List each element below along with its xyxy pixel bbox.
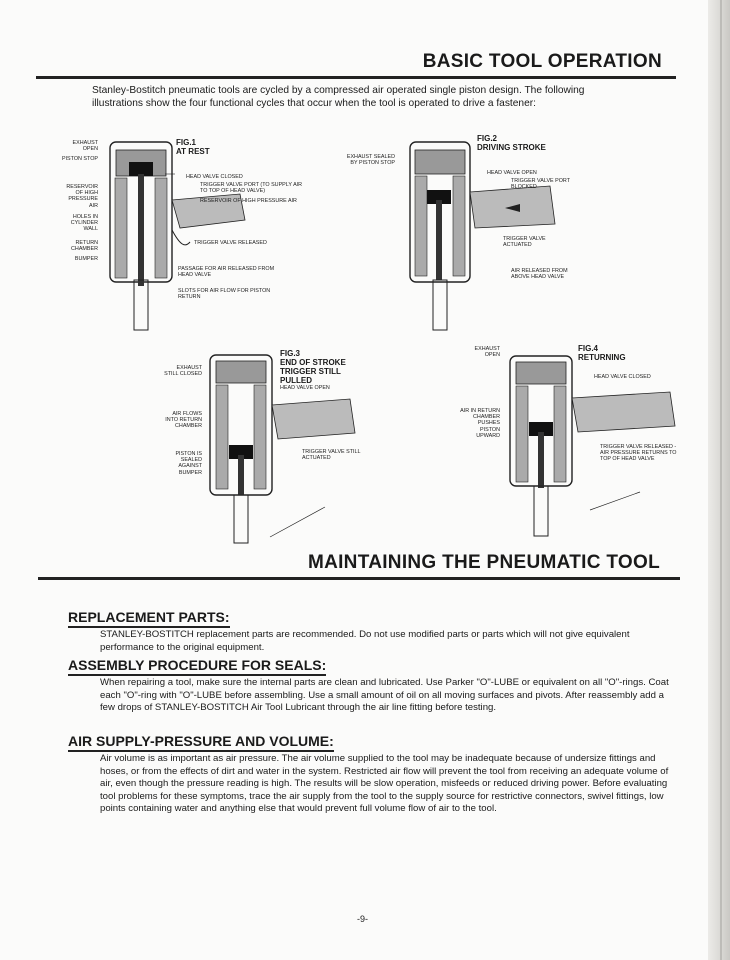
fig4-callout-exhaust-open: EXHAUST OPEN	[474, 346, 500, 359]
figure-4-label: FIG.4	[578, 344, 599, 353]
figure-2-driving-stroke	[346, 130, 575, 340]
heading-air-supply: AIR SUPPLY-PRESSURE AND VOLUME:	[68, 733, 334, 752]
fig1-callout-piston-stop: PISTON STOP	[61, 156, 98, 162]
figure-3-caption-1: END OF STROKE	[280, 358, 346, 367]
paragraph-air-supply: Air volume is as important as air pressure. The air volume supplied to the tool may be inadequate because of undersize fittings and hoses, or from the effects of dirt and water in the system. Restricted air flow will prevent the tool from receiving an adequate volume of air, even though the pressure reading is high. The results will be slow operation, misfeeds or reduced driving power. Before evaluating tool problems for these symptoms, trace the air supply from the tool to the supply source for restrictive connectors, swivel fittings, low points containing water and anything else that would prevent full volume flow of air to the tool.	[100, 753, 669, 815]
paragraph-replacement-parts: STANLEY-BOSTITCH replacement parts are recommended. Do not use modified parts or parts which will not give equivalent performance to the original equipment.	[100, 629, 630, 653]
figure-1-caption: AT REST	[176, 147, 210, 156]
figure-1-drawing	[60, 130, 340, 340]
fig1-callout-trigger-valve-port: TRIGGER VALVE PORT (TO SUPPLY AIR TO TOP OF HEAD VALVE)	[200, 182, 303, 195]
fig3-callout-piston-sealed: PISTON IS SEALED AGAINST BUMPER	[175, 451, 202, 476]
figure-4-returning	[460, 342, 690, 542]
intro-paragraph: Stanley-Bostitch pneumatic tools are cycled by a compressed air operated single piston design. The following illustrations show the four functional cycles that occur when the tool is operated to drive a fastener:	[92, 85, 585, 109]
page-edge-shadow	[708, 0, 730, 960]
section-rule-middle	[38, 577, 680, 580]
fig1-callout-return-chamber: RETURN CHAMBER	[71, 240, 98, 253]
fig1-callout-exhaust-open: EXHAUST OPEN	[72, 140, 98, 153]
figure-4-drawing	[470, 342, 690, 542]
fig1-callout-reservoir: RESERVOIR OF HIGH PRESSURE AIR	[66, 184, 98, 209]
fig2-callout-port-blocked: TRIGGER VALVE PORT BLOCKED	[511, 178, 570, 191]
figure-3-end-of-stroke	[164, 347, 370, 547]
fig2-callout-air-released: AIR RELEASED FROM ABOVE HEAD VALVE	[511, 268, 568, 281]
fig1-callout-holes: HOLES IN CYLINDER WALL	[70, 214, 98, 233]
figure-2-label: FIG.2	[477, 134, 498, 143]
page-number: -9-	[357, 914, 368, 924]
fig1-callout-slots: SLOTS FOR AIR FLOW FOR PISTON RETURN	[178, 288, 271, 301]
figure-3-label: FIG.3	[280, 349, 301, 358]
figure-3-caption-2: TRIGGER STILL	[280, 367, 341, 376]
fig4-callout-trigger-released: TRIGGER VALVE RELEASED - AIR PRESSURE RETURNS TO TOP OF HEAD VALVE	[600, 444, 677, 463]
fig2-callout-trigger-actuated: TRIGGER VALVE ACTUATED	[503, 236, 546, 249]
heading-assembly-procedure: ASSEMBLY PROCEDURE FOR SEALS:	[68, 657, 326, 676]
fig4-callout-air-return: AIR IN RETURN CHAMBER PUSHES PISTON UPWARD	[460, 408, 500, 439]
fig3-callout-trigger-still: TRIGGER VALVE STILL ACTUATED	[302, 449, 361, 462]
fig1-callout-bumper: BUMPER	[74, 256, 98, 262]
figure-4-caption: RETURNING	[578, 353, 626, 362]
fig1-callout-trigger-released: TRIGGER VALVE RELEASED	[194, 240, 267, 246]
fig3-callout-head-valve-open: HEAD VALVE OPEN	[280, 385, 330, 391]
fig1-callout-passage: PASSAGE FOR AIR RELEASED FROM HEAD VALVE	[178, 266, 275, 279]
fig1-callout-reservoir-right: RESERVOIR OF HIGH PRESSURE AIR	[200, 198, 297, 204]
figure-1-at-rest	[60, 130, 340, 340]
paragraph-assembly-procedure: When repairing a tool, make sure the internal parts are clean and lubricated. Use Parker "O"-LUBE or equivalent on all "O"-rings. Coat each "O"-ring with "O"-LUBE before assembling. Use a small amount of oil on all moving surfaces and pivots. After reassembly add a few drops of STANLEY-BOSTITCH Air Tool Lubricant through the air line fitting before testing.	[100, 677, 669, 714]
fig3-callout-exhaust-closed: EXHAUST STILL CLOSED	[164, 365, 202, 378]
fig4-callout-head-valve-closed: HEAD VALVE CLOSED	[594, 374, 651, 380]
figure-1-label: FIG.1	[176, 138, 197, 147]
section-title-maintaining: MAINTAINING THE PNEUMATIC TOOL	[307, 552, 660, 573]
figure-3-caption-3: PULLED	[280, 376, 312, 385]
fig2-callout-head-valve-open: HEAD VALVE OPEN	[487, 170, 537, 176]
fig2-callout-exhaust-sealed: EXHAUST SEALED BY PISTON STOP	[346, 154, 395, 167]
section-title-basic-operation: BASIC TOOL OPERATION	[422, 51, 662, 72]
fig3-callout-air-flows: AIR FLOWS INTO RETURN CHAMBER	[165, 411, 202, 430]
page-edge-line	[720, 0, 722, 960]
heading-replacement-parts: REPLACEMENT PARTS:	[68, 609, 230, 628]
figure-2-caption: DRIVING STROKE	[477, 143, 546, 152]
fig1-callout-head-valve-closed: HEAD VALVE CLOSED	[186, 174, 243, 180]
section-rule-top	[36, 76, 676, 79]
